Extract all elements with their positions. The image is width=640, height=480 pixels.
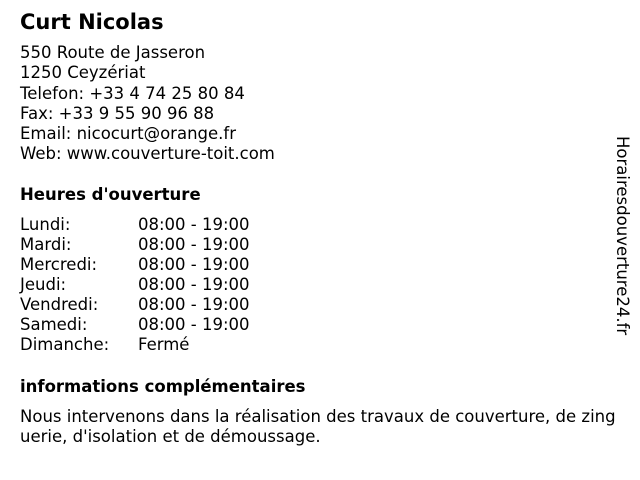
email-label: Email: [20, 124, 77, 144]
hours-day: Dimanche: [20, 334, 110, 354]
email-link[interactable]: nicocurt@orange.fr [76, 124, 236, 144]
website-link[interactable]: www.couverture-toit.com [66, 144, 275, 164]
website-row [20, 144, 620, 164]
email-row [20, 124, 620, 144]
hours-day: Jeudi: [20, 274, 67, 294]
hours-row-thursday [20, 275, 620, 295]
hours-row-wednesday [20, 255, 620, 275]
website-label: Web: [20, 144, 67, 164]
business-name: Curt Nicolas [20, 10, 164, 34]
hours-row-friday [20, 295, 620, 315]
hours-row-tuesday [20, 235, 620, 255]
hours-time: 08:00 - 19:00 [138, 274, 250, 294]
hours-time: 08:00 - 19:00 [138, 254, 250, 274]
address-city: 1250 Ceyzériat [20, 63, 146, 83]
opening-hours-title: Heures d'ouverture [20, 184, 201, 204]
hours-time: Fermé [138, 334, 190, 354]
hours-day: Vendredi: [20, 294, 99, 314]
hours-day: Mardi: [20, 234, 72, 254]
address-street: 550 Route de Jasseron [20, 43, 206, 62]
opening-hours-table [20, 215, 620, 355]
phone-number[interactable]: Telefon: +33 4 74 25 80 84 [20, 83, 245, 103]
hours-row-sunday [20, 335, 620, 355]
hours-day: Lundi: [20, 214, 71, 234]
watermark-text: Horairesdouverture24.fr [613, 136, 632, 336]
hours-time: 08:00 - 19:00 [138, 214, 250, 234]
hours-time: 08:00 - 19:00 [138, 314, 250, 334]
fax-number: Fax: +33 9 55 90 96 88 [20, 103, 215, 123]
additional-info-text: Nous intervenons dans la réalisation des travaux de couverture, de zinguerie, d'isolation et de démoussage. [20, 406, 616, 447]
hours-day: Samedi: [20, 314, 88, 334]
hours-time: 08:00 - 19:00 [138, 234, 250, 254]
hours-time: 08:00 - 19:00 [138, 294, 250, 314]
additional-info-title: informations complémentaires [20, 376, 306, 396]
business-card [20, 10, 620, 448]
hours-row-monday [20, 215, 620, 235]
hours-day: Mercredi: [20, 254, 98, 274]
hours-row-saturday [20, 315, 620, 335]
